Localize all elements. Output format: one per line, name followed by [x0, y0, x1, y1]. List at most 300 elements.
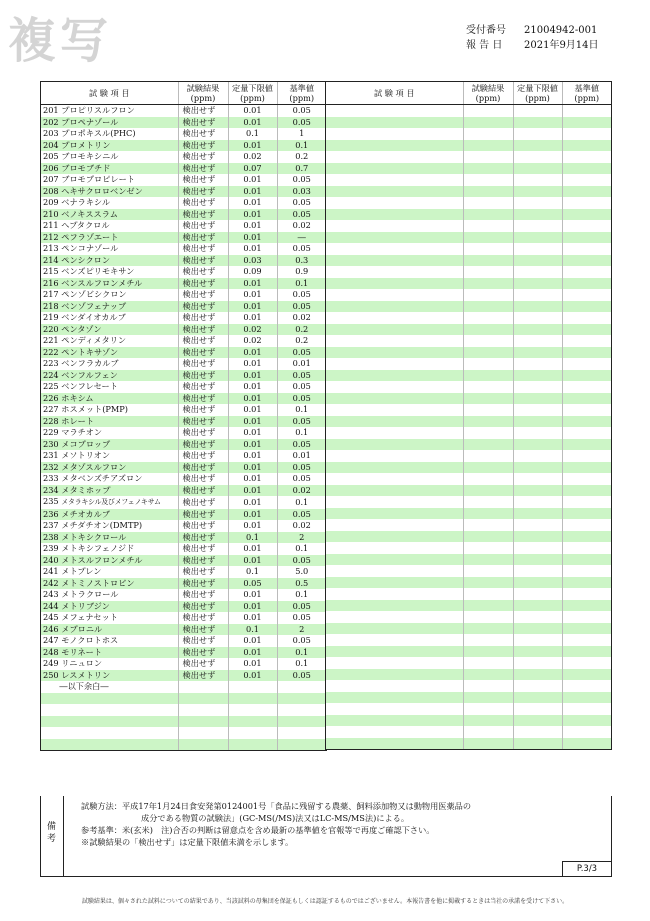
empty-cell	[562, 347, 611, 359]
empty-cell	[463, 680, 513, 692]
limit-cell: 0.02	[228, 151, 277, 163]
empty-cell	[513, 692, 562, 704]
result-cell: 検出せず	[178, 520, 228, 532]
not-detected-note: ※試験結果の「検出せず」は定量下限値未満を示します。	[81, 837, 294, 847]
empty-cell	[513, 312, 562, 324]
empty-cell	[513, 301, 562, 313]
empty-cell	[562, 255, 611, 267]
table-row	[41, 647, 326, 659]
item-name: 202 プロペナゾール	[41, 117, 178, 129]
table-row	[41, 393, 326, 405]
empty-cell	[562, 692, 611, 704]
empty-cell	[562, 174, 611, 186]
item-name: 229 マラチオン	[41, 427, 178, 439]
standard-cell: 0.05	[277, 347, 326, 359]
report-date-label: 報 告 日	[466, 39, 503, 51]
table-row	[41, 589, 326, 601]
empty-cell	[463, 738, 513, 750]
limit-cell: 0.01	[228, 186, 277, 198]
empty-cell	[326, 646, 463, 658]
item-name: 239 メトキシフェノジド	[41, 543, 178, 555]
standard-cell: 5.0	[277, 566, 326, 578]
result-cell: 検出せず	[178, 128, 228, 140]
standard-cell: 0.1	[277, 543, 326, 555]
result-cell	[178, 681, 228, 693]
table-row	[41, 301, 326, 313]
item-name: 223 ベンフラカルブ	[41, 358, 178, 370]
standard-cell: 0.1	[277, 278, 326, 290]
empty-cell	[326, 255, 463, 267]
item-name: 217 ペンゾビシクロン	[41, 289, 178, 301]
standard-cell: 0.03	[277, 186, 326, 198]
empty-cell	[463, 427, 513, 439]
empty-cell	[562, 600, 611, 612]
result-cell: 検出せず	[178, 393, 228, 405]
standard-cell: 0.05	[277, 393, 326, 405]
empty-cell	[513, 151, 562, 163]
empty-cell	[326, 393, 463, 405]
item-name: 226 ホキシム	[41, 393, 178, 405]
table-row	[41, 381, 326, 393]
empty-cell	[562, 680, 611, 692]
empty-cell	[562, 324, 611, 336]
standard-cell: 0.5	[277, 578, 326, 590]
table-row	[41, 404, 326, 416]
empty-cell	[562, 289, 611, 301]
item-name: 250 レスメトリン	[41, 670, 178, 682]
empty-cell	[513, 726, 562, 738]
empty-cell	[513, 140, 562, 152]
empty-cell	[326, 634, 463, 646]
empty-cell	[562, 450, 611, 462]
empty-cell	[513, 623, 562, 635]
table-row-empty	[326, 680, 611, 692]
item-name: 220 ペンタゾン	[41, 324, 178, 336]
limit-cell: 0.01	[228, 509, 277, 521]
empty-cell	[513, 496, 562, 508]
empty-cell	[562, 404, 611, 416]
empty-cell	[562, 519, 611, 531]
table-row-empty	[326, 623, 611, 635]
standard-cell: 0.9	[277, 266, 326, 278]
empty-cell	[463, 266, 513, 278]
result-cell: 検出せず	[178, 347, 228, 359]
table-row	[41, 232, 326, 244]
empty-cell	[513, 669, 562, 681]
empty-cell	[463, 209, 513, 221]
empty-cell	[326, 117, 463, 129]
result-cell: 検出せず	[178, 601, 228, 613]
table-row	[41, 473, 326, 485]
item-name: 235 メタラキシル及びメフェノキサム	[41, 496, 178, 509]
standard-cell: 0.01	[277, 358, 326, 370]
result-cell: 検出せず	[178, 543, 228, 555]
table-row	[41, 624, 326, 636]
remarks-text	[81, 800, 471, 848]
result-cell: 検出せず	[178, 485, 228, 497]
empty-cell	[562, 220, 611, 232]
report-date-row	[466, 39, 599, 54]
empty-cell	[463, 439, 513, 451]
empty-cell	[326, 289, 463, 301]
table-row	[41, 209, 326, 221]
empty-cell	[326, 197, 463, 209]
empty-cell	[463, 151, 513, 163]
empty-cell	[562, 140, 611, 152]
empty-cell	[562, 496, 611, 508]
table-row	[41, 462, 326, 474]
item-name: 248 モリネート	[41, 647, 178, 659]
empty-cell	[463, 577, 513, 589]
limit-cell: 0.01	[228, 416, 277, 428]
empty-cell	[326, 450, 463, 462]
empty-cell	[562, 531, 611, 543]
empty-cell	[463, 657, 513, 669]
empty-cell	[562, 738, 611, 750]
item-name: 227 ホスメット(PMP)	[41, 404, 178, 416]
limit-cell: 0.01	[228, 589, 277, 601]
table-row-empty	[326, 611, 611, 623]
empty-cell	[463, 473, 513, 485]
empty-cell	[326, 726, 463, 738]
item-name: 203 プロポキスル(PHC)	[41, 128, 178, 140]
limit-cell: 0.1	[228, 128, 277, 140]
table-row	[41, 716, 326, 728]
table-row	[41, 496, 326, 509]
limit-cell: 0.1	[228, 624, 277, 636]
empty-cell	[513, 347, 562, 359]
table-row-empty	[326, 462, 611, 474]
limit-cell: 0.01	[228, 358, 277, 370]
result-cell: 検出せず	[178, 381, 228, 393]
standard-cell: 0.05	[277, 601, 326, 613]
empty-cell	[463, 669, 513, 681]
limit-cell: 0.01	[228, 105, 277, 117]
empty-cell	[513, 439, 562, 451]
empty-cell	[326, 577, 463, 589]
standard-cell: 0.05	[277, 174, 326, 186]
empty-cell	[513, 611, 562, 623]
result-cell: 検出せず	[178, 163, 228, 175]
empty-cell	[463, 462, 513, 474]
result-cell: 検出せず	[178, 358, 228, 370]
table-row-empty	[326, 577, 611, 589]
table-row	[41, 635, 326, 647]
table-row	[41, 739, 326, 751]
limit-cell: 0.01	[228, 174, 277, 186]
item-name: 213 ペンコナゾール	[41, 243, 178, 255]
empty-cell	[513, 255, 562, 267]
empty-cell	[463, 163, 513, 175]
empty-cell	[463, 404, 513, 416]
limit-cell: 0.05	[228, 578, 277, 590]
empty-cell	[326, 496, 463, 508]
empty-cell	[326, 151, 463, 163]
empty-cell	[326, 163, 463, 175]
empty-cell	[562, 416, 611, 428]
empty-cell	[513, 186, 562, 198]
result-cell	[178, 739, 228, 751]
result-cell: 検出せず	[178, 658, 228, 670]
result-cell: 検出せず	[178, 416, 228, 428]
table-row	[41, 727, 326, 739]
limit-cell: 0.01	[228, 462, 277, 474]
empty-cell	[326, 220, 463, 232]
empty-cell	[513, 519, 562, 531]
standard-cell	[277, 727, 326, 739]
footer-disclaimer: 試験結果は、個々された試料についての結果であり、当該試料の母集団を保証もしくは認証するものではございません。本報告書を他に掲載するときは当社の承諾を受けて下さい。	[81, 898, 569, 905]
table-row-empty	[326, 703, 611, 715]
table-row	[41, 427, 326, 439]
table-row	[41, 289, 326, 301]
standard-cell: 0.05	[277, 197, 326, 209]
item-name: 210 ベノキススラム	[41, 209, 178, 221]
table-row	[41, 105, 326, 117]
result-cell	[178, 727, 228, 739]
table-row-empty	[326, 485, 611, 497]
table-row	[41, 416, 326, 428]
item-name: 221 ペンディメタリン	[41, 335, 178, 347]
limit-cell: 0.01	[228, 635, 277, 647]
results-table-right	[325, 81, 612, 750]
standard-cell: 0.05	[277, 462, 326, 474]
empty-cell	[463, 381, 513, 393]
table-row	[41, 450, 326, 462]
item-name: 230 メコプロップ	[41, 439, 178, 451]
empty-cell	[562, 151, 611, 163]
empty-cell	[562, 577, 611, 589]
result-cell: 検出せず	[178, 578, 228, 590]
standard-cell: 2	[277, 532, 326, 544]
table-row-empty	[326, 542, 611, 554]
item-name: 232 メタゾスルフロン	[41, 462, 178, 474]
empty-cell	[513, 600, 562, 612]
table-row	[41, 555, 326, 567]
standard-cell: 1	[277, 128, 326, 140]
standard-cell	[277, 704, 326, 716]
empty-cell	[463, 588, 513, 600]
standard-cell: 0.05	[277, 209, 326, 221]
empty-cell	[463, 358, 513, 370]
limit-cell	[228, 704, 277, 716]
empty-cell	[513, 462, 562, 474]
standard-cell: 0.3	[277, 255, 326, 267]
empty-cell	[562, 266, 611, 278]
empty-cell	[562, 393, 611, 405]
empty-cell	[562, 232, 611, 244]
table-row	[41, 578, 326, 590]
table-row-empty	[326, 496, 611, 508]
col-header-limit: 定量下限値 (ppm)	[513, 82, 562, 105]
table-row	[41, 163, 326, 175]
empty-cell	[463, 140, 513, 152]
page-number: P.3/3	[562, 861, 611, 876]
empty-cell	[326, 623, 463, 635]
limit-cell: 0.01	[228, 427, 277, 439]
standard-cell: 0.02	[277, 312, 326, 324]
table-row	[41, 681, 326, 693]
result-cell: 検出せず	[178, 462, 228, 474]
limit-cell: 0.01	[228, 209, 277, 221]
table-row-empty	[326, 301, 611, 313]
table-row	[41, 324, 326, 336]
result-cell: 検出せず	[178, 624, 228, 636]
empty-cell	[562, 209, 611, 221]
table-row-empty	[326, 255, 611, 267]
item-name: 233 メタベンズチアズロン	[41, 473, 178, 485]
result-cell: 検出せず	[178, 473, 228, 485]
table-row-empty	[326, 657, 611, 669]
empty-cell	[562, 312, 611, 324]
standard-cell: 0.1	[277, 427, 326, 439]
empty-cell	[326, 105, 463, 117]
empty-cell	[513, 634, 562, 646]
empty-cell	[326, 347, 463, 359]
empty-cell	[326, 186, 463, 198]
table-row-empty	[326, 140, 611, 152]
limit-cell: 0.01	[228, 243, 277, 255]
item-name: 240 メトスルフロンメチル	[41, 555, 178, 567]
empty-cell	[326, 324, 463, 336]
table-row-empty	[326, 163, 611, 175]
result-cell: 検出せず	[178, 140, 228, 152]
table-row-empty	[326, 473, 611, 485]
item-name: 205 ブロモキシニル	[41, 151, 178, 163]
report-date-value: 2021年9月14日	[524, 39, 599, 51]
empty-cell	[326, 703, 463, 715]
empty-cell	[463, 174, 513, 186]
empty-cell	[463, 186, 513, 198]
empty-cell	[562, 473, 611, 485]
empty-cell	[463, 105, 513, 117]
item-name: 204 プロメトリン	[41, 140, 178, 152]
standard-cell: 0.05	[277, 670, 326, 682]
empty-cell	[513, 278, 562, 290]
standard-cell: 0.02	[277, 220, 326, 232]
result-cell	[178, 716, 228, 728]
empty-cell	[562, 370, 611, 382]
limit-cell: 0.01	[228, 496, 277, 509]
item-name: 218 ベンゾフェナップ	[41, 301, 178, 313]
empty-cell	[326, 715, 463, 727]
table-row-empty	[326, 117, 611, 129]
empty-cell	[513, 220, 562, 232]
empty-cell	[562, 197, 611, 209]
empty-cell	[463, 347, 513, 359]
table-row-empty	[326, 634, 611, 646]
empty-cell	[513, 358, 562, 370]
standard-cell	[277, 739, 326, 751]
empty-cell	[513, 243, 562, 255]
standard-cell: 0.05	[277, 243, 326, 255]
item-name	[41, 704, 178, 716]
table-row	[41, 370, 326, 382]
result-cell: 検出せず	[178, 496, 228, 509]
empty-cell	[326, 128, 463, 140]
empty-cell	[326, 301, 463, 313]
limit-cell: 0.1	[228, 566, 277, 578]
limit-cell: 0.01	[228, 543, 277, 555]
item-name: ―以下余白―	[41, 681, 178, 693]
table-row-empty	[326, 646, 611, 658]
standard-cell: 0.1	[277, 140, 326, 152]
limit-cell: 0.09	[228, 266, 277, 278]
item-name: 214 ペンシクロン	[41, 255, 178, 267]
empty-cell	[326, 738, 463, 750]
table-row	[41, 485, 326, 497]
standard-cell: 0.7	[277, 163, 326, 175]
empty-cell	[562, 623, 611, 635]
empty-cell	[562, 381, 611, 393]
item-name: 234 メタミホップ	[41, 485, 178, 497]
empty-cell	[326, 278, 463, 290]
empty-cell	[326, 485, 463, 497]
item-name: 216 ベンスルフロンメチル	[41, 278, 178, 290]
item-name: 242 メトミノストロビン	[41, 578, 178, 590]
result-cell: 検出せず	[178, 589, 228, 601]
item-name: 207 ブロモプロピレート	[41, 174, 178, 186]
empty-cell	[562, 335, 611, 347]
result-cell: 検出せず	[178, 209, 228, 221]
empty-cell	[463, 289, 513, 301]
empty-cell	[513, 554, 562, 566]
empty-cell	[513, 427, 562, 439]
empty-cell	[326, 692, 463, 704]
limit-cell	[228, 739, 277, 751]
empty-cell	[513, 531, 562, 543]
result-cell: 検出せず	[178, 174, 228, 186]
limit-cell: 0.01	[228, 485, 277, 497]
empty-cell	[463, 117, 513, 129]
table-row	[41, 566, 326, 578]
col-header-standard: 基準値 (ppm)	[562, 82, 611, 105]
result-cell: 検出せず	[178, 404, 228, 416]
table-row	[41, 266, 326, 278]
table-row-empty	[326, 174, 611, 186]
table-row-empty	[326, 393, 611, 405]
result-cell: 検出せず	[178, 289, 228, 301]
empty-cell	[513, 542, 562, 554]
table-row	[41, 174, 326, 186]
empty-cell	[463, 255, 513, 267]
limit-cell: 0.01	[228, 658, 277, 670]
empty-cell	[326, 243, 463, 255]
empty-cell	[463, 726, 513, 738]
item-name: 225 ベンフレセート	[41, 381, 178, 393]
limit-cell: 0.01	[228, 647, 277, 659]
result-cell: 検出せず	[178, 105, 228, 117]
empty-cell	[326, 416, 463, 428]
table-row	[41, 358, 326, 370]
table-row	[41, 312, 326, 324]
empty-cell	[513, 508, 562, 520]
empty-cell	[326, 531, 463, 543]
empty-cell	[326, 462, 463, 474]
result-cell: 検出せず	[178, 220, 228, 232]
limit-cell: 0.03	[228, 255, 277, 267]
standard-cell: 0.1	[277, 647, 326, 659]
empty-cell	[463, 128, 513, 140]
standard-cell: 0.05	[277, 612, 326, 624]
empty-cell	[463, 634, 513, 646]
empty-cell	[513, 485, 562, 497]
limit-cell: 0.01	[228, 197, 277, 209]
standard-cell: 0.05	[277, 635, 326, 647]
result-cell: 検出せず	[178, 635, 228, 647]
table-row-empty	[326, 588, 611, 600]
limit-cell: 0.02	[228, 324, 277, 336]
empty-cell	[463, 335, 513, 347]
